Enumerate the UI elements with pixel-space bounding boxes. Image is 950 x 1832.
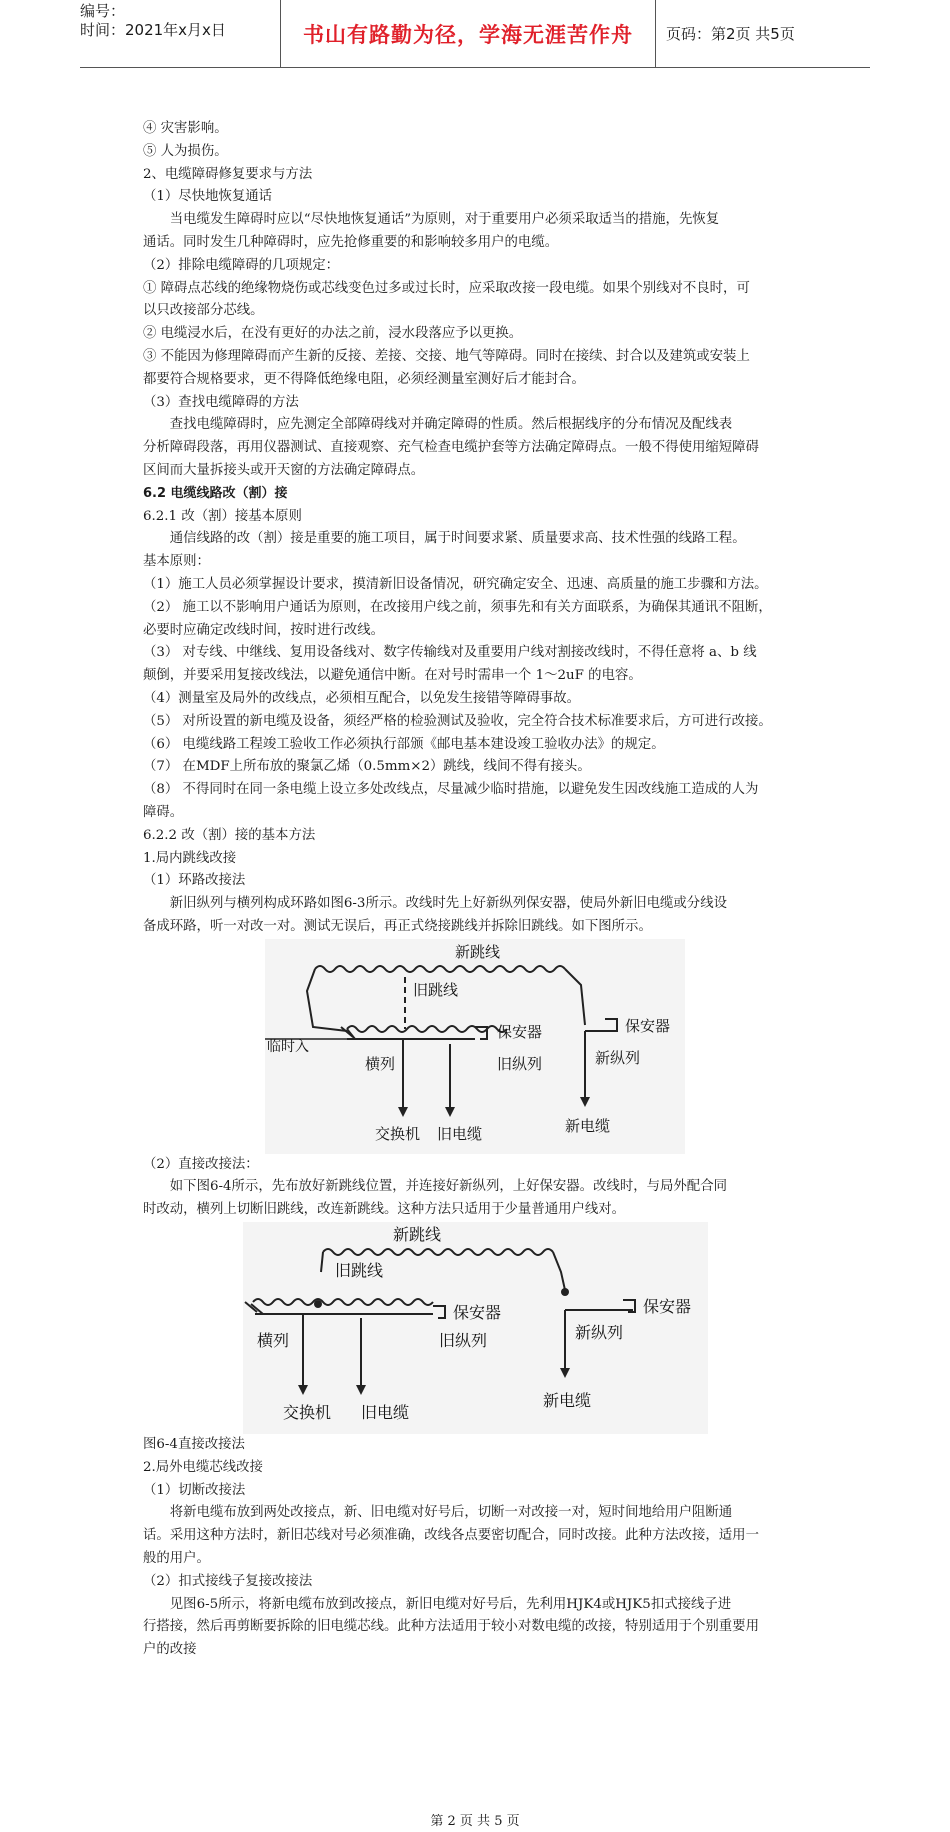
subsection-heading: 1.局内跳线改接 bbox=[143, 850, 237, 866]
paragraph-line: 查找电缆障碍时，应先测定全部障碍线对并确定障碍的性质。然后根据线序的分布情况及配线表 bbox=[169, 417, 733, 433]
list-item: （8） 不得同时在同一条电缆上设立多处改线点，尽量减少临时措施，以避免发生因改线施工造成的人为 bbox=[143, 782, 759, 798]
paragraph-line: 当电缆发生障碍时应以“尽快地恢复通话”为原则，对于重要用户必须采取适当的措施，先恢复 bbox=[169, 212, 720, 228]
loop-method-diagram bbox=[265, 939, 685, 1154]
subsection-heading: 6.2.1 改（割）接基本原则 bbox=[143, 508, 302, 524]
paragraph-line: 分析障碍段落，再用仪器测试、直接观察、充气检查电缆护套等方法确定障碍点。一般不得使用缩短障碍 bbox=[143, 440, 759, 456]
header-motto: 书山有路勤为径，学海无涯苦作舟 bbox=[281, 0, 656, 67]
subsection-heading: （1）切断改接法 bbox=[143, 1482, 246, 1498]
paragraph-line: 话。采用这种方法时，新旧芯线对号必须准确，改线各点要密切配合，同时改接。此种方法改接，适用一 bbox=[143, 1528, 759, 1544]
fig1-new-jumper-label: 新跳线 bbox=[455, 942, 501, 961]
fig2-protector-b-label: 保安器 bbox=[643, 1297, 692, 1317]
section-heading: 6.2 电缆线路改（割）接 bbox=[143, 485, 288, 501]
paragraph-line: 般的用户。 bbox=[143, 1551, 210, 1567]
paragraph-line: 时改动，横列上切断旧跳线，改连新跳线。这种方法只适用于少量普通用户线对。 bbox=[143, 1202, 626, 1218]
doc-number-label: 编号： bbox=[80, 2, 126, 20]
page-footer: 第 2 页 共 5 页 bbox=[430, 1814, 520, 1829]
subsection-heading: 2.局外电缆芯线改接 bbox=[143, 1459, 263, 1475]
paragraph-line: 见图6-5所示，将新电缆布放到改接点，新旧电缆对好号后，先利用HJK4或HJK5扣式接线子进 bbox=[169, 1596, 732, 1612]
subsection-heading: （1）环路改接法 bbox=[143, 873, 246, 889]
paragraph-line: 障碍。 bbox=[143, 804, 184, 820]
fig2-old-jumper-label: 旧跳线 bbox=[335, 1261, 384, 1281]
list-item: （7） 在MDF上所布放的聚氯乙烯（0.5mm×2）跳线，线间不得有接头。 bbox=[143, 759, 591, 775]
list-item: ④ 灾害影响。 bbox=[143, 121, 228, 136]
paragraph-line: 行搭接，然后再剪断要拆除的旧电缆芯线。此种方法适用于较小对数电缆的改接，特别适用于个别重要用 bbox=[143, 1619, 759, 1635]
list-item: （6） 电缆线路工程竣工验收工作必须执行部颁《邮电基本建设竣工验收办法》的规定。 bbox=[143, 736, 665, 752]
list-item: （1）施工人员必须掌握设计要求，摸清新旧设备情况，研究确定安全、迅速、高质量的施工步骤和方法。 bbox=[143, 576, 768, 592]
doc-time-label: 时间：2021年x月x日 bbox=[80, 21, 226, 39]
fig2-new-vertical-label: 新纵列 bbox=[575, 1323, 624, 1343]
list-item: （4）测量室及局外的改线点，必须相互配合，以免发生接错等障碍事故。 bbox=[143, 690, 581, 706]
subsection-heading: 6.2.2 改（割）接的基本方法 bbox=[143, 827, 316, 843]
fig1-temp-in-label: 临时入 bbox=[267, 1038, 309, 1055]
fig2-protector-a-label: 保安器 bbox=[453, 1303, 502, 1323]
document-body bbox=[143, 118, 808, 1662]
page-header bbox=[80, 0, 870, 68]
fig1-old-vertical-label: 旧纵列 bbox=[497, 1054, 543, 1073]
fig2-old-vertical-label: 旧纵列 bbox=[439, 1331, 488, 1351]
paragraph-line: 都要符合规格要求，更不得降低绝缘电阻，必须经测量室测好后才能封合。 bbox=[143, 371, 585, 387]
paragraph-line: 区间而大量拆接头或开天窗的方法确定障碍点。 bbox=[143, 462, 425, 478]
fig1-old-jumper-label: 旧跳线 bbox=[413, 980, 459, 999]
fig2-exchange-label: 交换机 bbox=[283, 1403, 332, 1423]
figure-caption: 图6-4直接改接法 bbox=[143, 1437, 245, 1453]
header-meta bbox=[80, 0, 281, 67]
paragraph-line: 户的改接 bbox=[143, 1642, 197, 1658]
paragraph-line: 以只改接部分芯线。 bbox=[143, 303, 264, 319]
fig1-new-vertical-label: 新纵列 bbox=[595, 1048, 641, 1067]
list-item: ③ 不能因为修理障碍而产生新的反接、差接、交接、地气等障碍。同时在接续、封合以及建筑或安装上 bbox=[143, 348, 750, 364]
paragraph-line: 通话。同时发生几种障碍时，应先抢修重要的和影响较多用户的电缆。 bbox=[143, 234, 559, 250]
header-page-label: 页码：第2页 共5页 bbox=[666, 25, 795, 43]
direct-method-diagram bbox=[243, 1222, 708, 1434]
paragraph-line: 新旧纵列与横列构成环路如图6-3所示。改线时先上好新纵列保安器，使局外新旧电缆或分线设 bbox=[169, 896, 727, 912]
fig2-old-cable-label: 旧电缆 bbox=[361, 1403, 410, 1423]
subsection-heading: （2）扣式接线子复接改接法 bbox=[143, 1573, 313, 1589]
fig1-new-cable-label: 新电缆 bbox=[565, 1116, 611, 1135]
section-heading: 2、电缆障碍修复要求与方法 bbox=[143, 166, 313, 182]
fig1-protector-b-label: 保安器 bbox=[625, 1016, 671, 1035]
list-item: （5） 对所设置的新电缆及设备，须经严格的检验测试及验收，完全符合技术标准要求后，方可进行改接。 bbox=[143, 713, 772, 729]
fig1-protector-a-label: 保安器 bbox=[497, 1022, 543, 1041]
subsection-heading: （1）尽快地恢复通话 bbox=[143, 189, 273, 205]
list-item: （3） 对专线、中继线、复用设备线对、数字传输线对及重要用户线对割接改线时，不得任意将 a、b 线 bbox=[143, 645, 757, 661]
list-item: （2） 施工以不影响用户通话为原则，在改接用户线之前，须事先和有关方面联系，为确保其通讯不阻断， bbox=[143, 599, 772, 615]
list-item: ① 障碍点芯线的绝缘物烧伤或芯线变色过多或过长时，应采取改接一段电缆。如果个别线对不良时，可 bbox=[143, 280, 750, 296]
paragraph-line: 基本原则： bbox=[143, 554, 210, 570]
subsection-heading: （2）直接改接法： bbox=[143, 1156, 259, 1172]
fig1-horizontal-label: 横列 bbox=[365, 1054, 396, 1073]
paragraph-line: 颠倒，并要采用复接改线法，以避免通信中断。在对号时需串一个 1～2uF 的电容。 bbox=[143, 668, 642, 684]
paragraph-line: 备成环路，听一对改一对。测试无误后，再正式绕接跳线并拆除旧跳线。如下图所示。 bbox=[143, 918, 652, 934]
fig1-exchange-label: 交换机 bbox=[375, 1124, 421, 1143]
fig2-new-jumper-label: 新跳线 bbox=[393, 1225, 442, 1245]
fig2-horizontal-label: 横列 bbox=[257, 1331, 290, 1351]
list-item: ② 电缆浸水后，在没有更好的办法之前，浸水段落应予以更换。 bbox=[143, 326, 523, 342]
list-item: ⑤ 人为损伤。 bbox=[143, 143, 228, 159]
fig1-old-cable-label: 旧电缆 bbox=[437, 1124, 483, 1143]
paragraph-line: 将新电缆布放到两处改接点，新、旧电缆对好号后，切断一对改接一对，短时间地给用户阻断通 bbox=[169, 1505, 733, 1521]
fig2-new-cable-label: 新电缆 bbox=[543, 1391, 592, 1411]
subsection-heading: （2）排除电缆障碍的几项规定： bbox=[143, 257, 339, 273]
subsection-heading: （3）查找电缆障碍的方法 bbox=[143, 394, 299, 410]
paragraph-line: 如下图6-4所示，先布放好新跳线位置，并连接好新纵列，上好保安器。改线时，与局外配合同 bbox=[169, 1179, 727, 1195]
paragraph-line: 必要时应确定改线时间，按时进行改线。 bbox=[143, 622, 385, 638]
paragraph-line: 通信线路的改（割）接是重要的施工项目，属于时间要求紧、质量要求高、技术性强的线路工程。 bbox=[169, 531, 746, 547]
